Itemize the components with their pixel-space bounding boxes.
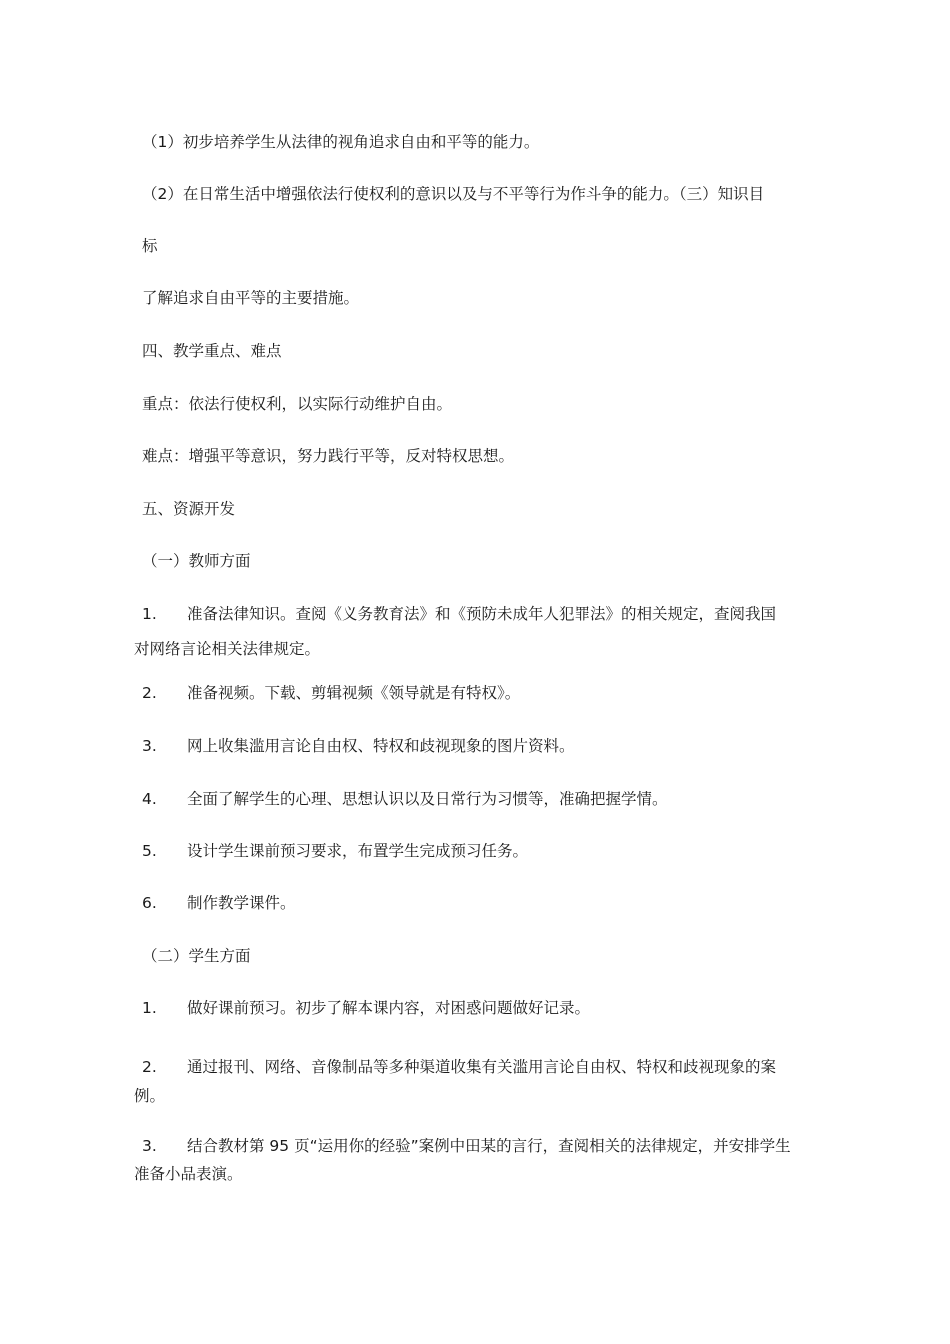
ability-item-1: （1）初步培养学生从法律的视角追求自由和平等的能力。	[142, 133, 540, 151]
item-text: 准备视频。下载、剪辑视频《领导就是有特权》。	[187, 684, 521, 702]
item-text: 准备法律知识。查阅《义务教育法》和《预防未成年人犯罪法》的相关规定，查阅我国	[187, 605, 777, 623]
ability-item-2: （2）在日常生活中增强依法行使权利的意识以及与不平等行为作斗争的能力。（三）知识目	[142, 185, 765, 203]
item-number: 6.	[142, 894, 157, 912]
difficulty: 难点：增强平等意识，努力践行平等，反对特权思想。	[142, 447, 515, 465]
item-text: 通过报刊、网络、音像制品等多种渠道收集有关滥用言论自由权、特权和歧视现象的案	[187, 1058, 777, 1076]
item-number: 3.	[142, 1137, 157, 1155]
item-text: 设计学生课前预习要求，布置学生完成预习任务。	[187, 842, 529, 860]
item-number: 2.	[142, 684, 157, 702]
ability-item-2-continued: 标	[142, 237, 158, 255]
section-heading-4: 四、教学重点、难点	[142, 342, 282, 360]
item-text: 结合教材第 95 页“运用你的经验”案例中田某的言行，查阅相关的法律规定，并安排学生	[187, 1137, 791, 1155]
item-number: 1.	[142, 605, 157, 623]
item-text: 网上收集滥用言论自由权、特权和歧视现象的图片资料。	[187, 737, 575, 755]
knowledge-goal: 了解追求自由平等的主要措施。	[142, 289, 360, 307]
teacher-heading: （一）教师方面	[142, 552, 251, 570]
item-text-continued: 对网络言论相关法律规定。	[134, 640, 321, 658]
section-heading-5: 五、资源开发	[142, 500, 236, 518]
item-text-continued: 准备小品表演。	[134, 1165, 243, 1183]
item-text: 做好课前预习。初步了解本课内容，对困惑问题做好记录。	[187, 999, 591, 1017]
item-number: 3.	[142, 737, 157, 755]
student-heading: （二）学生方面	[142, 947, 251, 965]
key-point: 重点：依法行使权利，以实际行动维护自由。	[142, 395, 453, 413]
item-number: 1.	[142, 999, 157, 1017]
item-text: 全面了解学生的心理、思想认识以及日常行为习惯等，准确把握学情。	[187, 790, 668, 808]
item-number: 2.	[142, 1058, 157, 1076]
item-text-continued: 例。	[134, 1087, 166, 1105]
item-number: 4.	[142, 790, 157, 808]
item-text: 制作教学课件。	[187, 894, 296, 912]
item-number: 5.	[142, 842, 157, 860]
